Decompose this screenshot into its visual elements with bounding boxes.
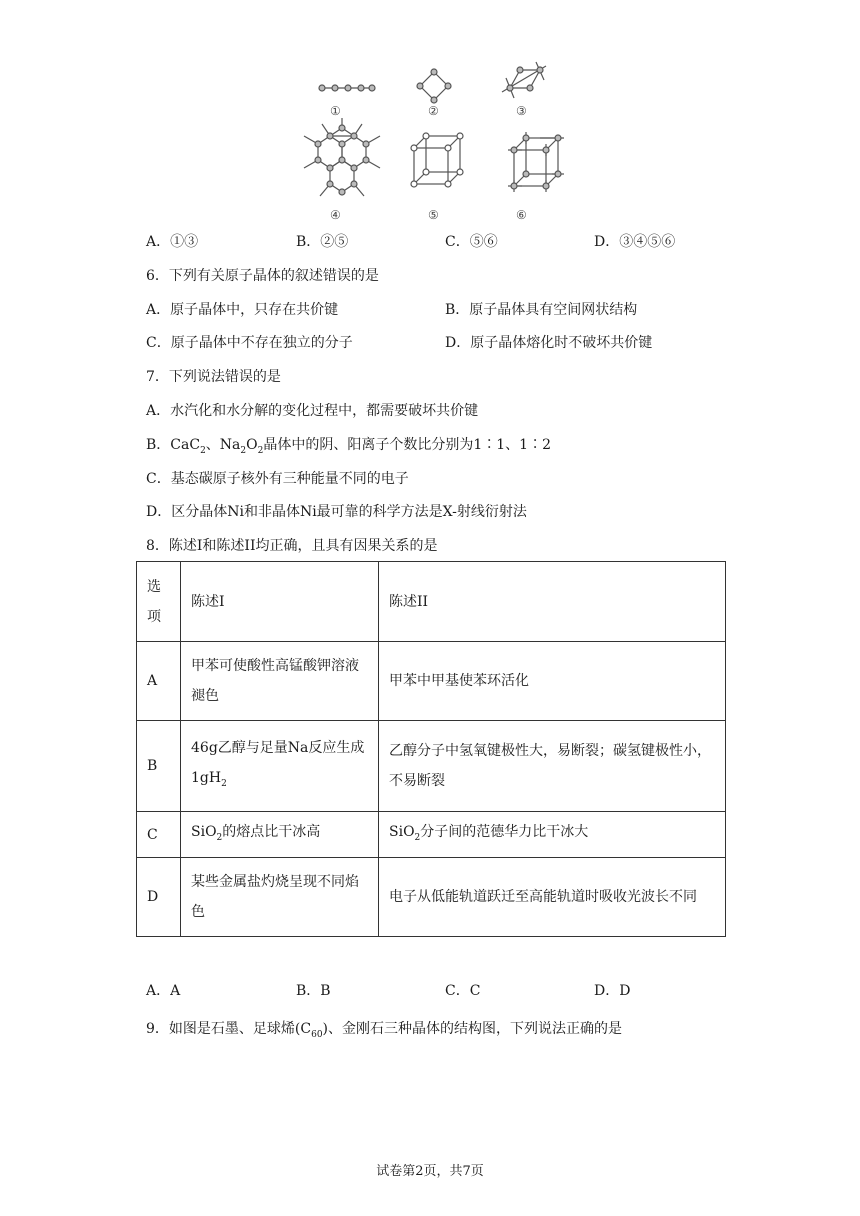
row-option: B (137, 721, 181, 812)
figure-1-chain (319, 85, 375, 91)
row-statement-1: 甲苯可使酸性高锰酸钾溶液褪色 (181, 642, 379, 721)
q5-option-c: C．⑤⑥ (445, 234, 498, 250)
q8-option-b: B．B (296, 983, 331, 999)
figure-label-3: ③ (516, 104, 527, 118)
figure-label-2: ② (428, 104, 439, 118)
table-row (137, 858, 726, 937)
q6-option-b: B．原子晶体具有空间网状结构 (445, 302, 638, 318)
header-statement-1: 陈述I (181, 562, 379, 642)
q7-option-b: B．CaC$_2$、$Na_2O_2$晶体中的阴、阳离子个数比分别为1∶1、1∶2 (146, 437, 551, 456)
figure-label-5: ⑤ (428, 208, 439, 222)
table-row (137, 812, 726, 858)
figure-label-1: ① (330, 104, 341, 118)
figure-2-rhombus (417, 69, 451, 103)
q6-stem: 6．下列有关原子晶体的叙述错误的是 (146, 268, 379, 284)
q8-table (136, 561, 726, 937)
row-statement-1: SiO$_2$的熔点比干冰高 (181, 812, 379, 858)
figure-4-hex-network (304, 118, 380, 196)
row-statement-2: 乙醇分子中氢氧键极性大，易断裂；碳氢键极性小，不易断裂 (379, 721, 726, 812)
q7-option-a: A．水汽化和水分解的变化过程中，都需要破坏共价键 (146, 403, 479, 419)
figure-5-cube (411, 133, 463, 187)
q7-option-c: C．基态碳原子核外有三种能量不同的电子 (146, 471, 409, 487)
figure-label-6: ⑥ (516, 208, 527, 222)
row-statement-1: 46g乙醇与足量Na反应生成$1gH_2$ (181, 721, 379, 812)
table-row (137, 721, 726, 812)
q5-option-b: B．②⑤ (296, 234, 349, 250)
q7-option-d: D．区分晶体Ni和非晶体Ni最可靠的科学方法是X-射线衍射法 (146, 504, 527, 520)
q6-option-a: A．原子晶体中，只存在共价键 (146, 302, 339, 318)
q8-option-c: C．C (445, 983, 481, 999)
row-option: C (137, 812, 181, 858)
table-header-row (137, 562, 726, 642)
q8-option-d: D．D (594, 983, 631, 999)
row-statement-2: 甲苯中甲基使苯环活化 (379, 642, 726, 721)
row-option: A (137, 642, 181, 721)
page-footer: 试卷第2页，共7页 (376, 1164, 484, 1179)
figure-label-4: ④ (330, 208, 341, 222)
figure-3-parallelogram (502, 62, 546, 98)
row-statement-2: SiO$_2$分子间的范德华力比干冰大 (379, 812, 726, 858)
q8-option-a: A．A (146, 983, 181, 999)
row-statement-2: 电子从低能轨道跃迁至高能轨道时吸收光波长不同 (379, 858, 726, 937)
figure-6-cube-network (508, 132, 564, 192)
q8-stem: 8．陈述I和陈述II均正确，且具有因果关系的是 (146, 538, 438, 554)
q5-option-a: A．①③ (146, 234, 199, 250)
q9-stem: 9．如图是石墨、足球烯$(C_{60})$、金刚石三种晶体的结构图，下列说法正确的是 (146, 1021, 623, 1040)
row-option: D (137, 858, 181, 937)
table-row (137, 642, 726, 721)
q5-option-d: D．③④⑤⑥ (594, 234, 676, 250)
header-statement-2: 陈述II (379, 562, 726, 642)
header-option: 选 项 (137, 562, 181, 642)
q7-stem: 7．下列说法错误的是 (146, 369, 281, 385)
q6-option-c: C．原子晶体中不存在独立的分子 (146, 335, 353, 351)
q6-option-d: D．原子晶体熔化时不破坏共价键 (445, 335, 653, 351)
row-statement-1: 某些金属盐灼烧呈现不同焰色 (181, 858, 379, 937)
